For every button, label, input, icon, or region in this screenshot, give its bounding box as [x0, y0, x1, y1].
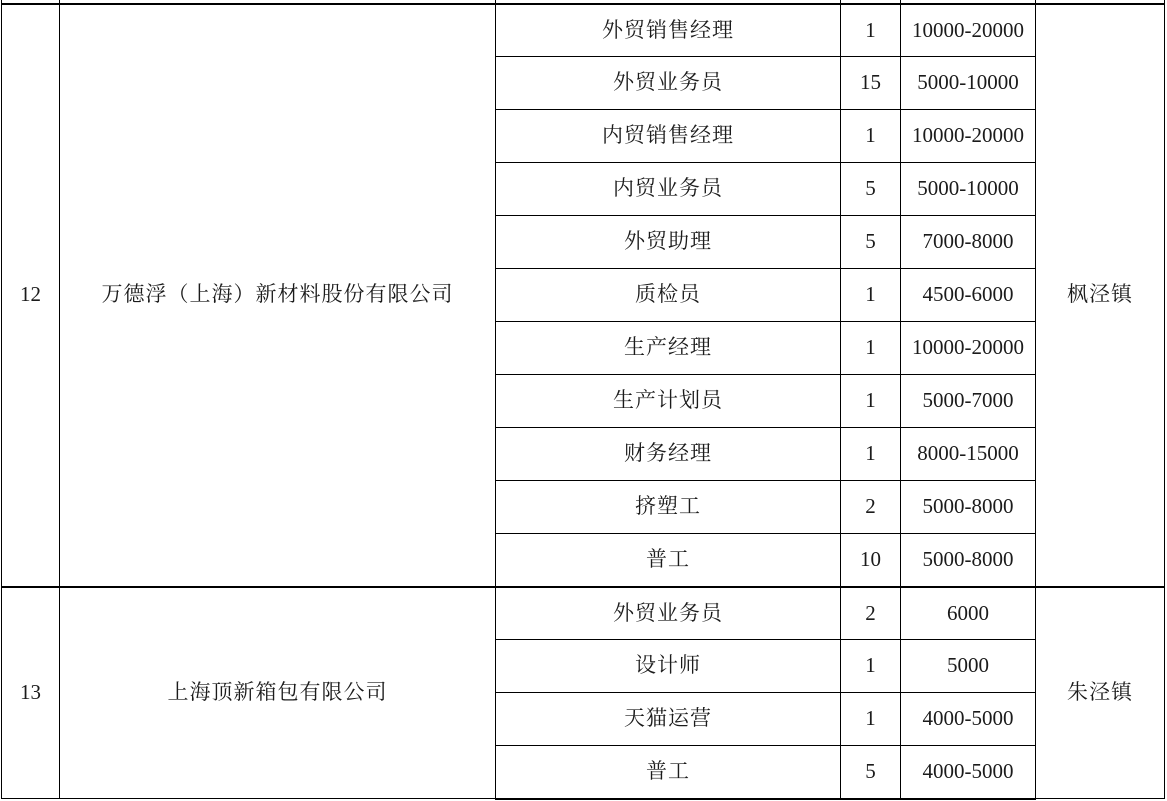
salary-cell: 10000-20000	[901, 4, 1036, 57]
headcount-cell: 5	[841, 746, 901, 799]
headcount-cell: 1	[841, 375, 901, 428]
salary-cell: 10000-20000	[901, 322, 1036, 375]
headcount-cell: 1	[841, 269, 901, 322]
job-title-cell: 普工	[496, 534, 841, 587]
headcount-cell: 1	[841, 693, 901, 746]
salary-cell: 4000-5000	[901, 746, 1036, 799]
headcount-cell: 2	[841, 587, 901, 640]
salary-cell: 5000-8000	[901, 481, 1036, 534]
town-cell: 朱泾镇	[1036, 587, 1165, 799]
headcount-cell: 1	[841, 110, 901, 163]
town-cell: 枫泾镇	[1036, 4, 1165, 587]
job-title-cell: 生产计划员	[496, 375, 841, 428]
job-title-cell: 内贸业务员	[496, 163, 841, 216]
salary-cell: 5000-10000	[901, 57, 1036, 110]
headcount-cell: 5	[841, 216, 901, 269]
headcount-cell: 10	[841, 534, 901, 587]
salary-cell: 5000	[901, 640, 1036, 693]
serial-cell: 13	[2, 587, 60, 799]
headcount-cell: 1	[841, 428, 901, 481]
job-title-cell: 外贸业务员	[496, 587, 841, 640]
headcount-cell: 2	[841, 481, 901, 534]
salary-cell: 4000-5000	[901, 693, 1036, 746]
job-title-cell: 外贸销售经理	[496, 4, 841, 57]
job-title-cell: 外贸助理	[496, 216, 841, 269]
job-title-cell: 天猫运营	[496, 693, 841, 746]
job-row	[2, 4, 1165, 57]
job-title-cell: 内贸销售经理	[496, 110, 841, 163]
headcount-cell: 5	[841, 163, 901, 216]
job-title-cell: 财务经理	[496, 428, 841, 481]
salary-cell: 7000-8000	[901, 216, 1036, 269]
salary-cell: 5000-10000	[901, 163, 1036, 216]
job-title-cell: 生产经理	[496, 322, 841, 375]
headcount-cell: 15	[841, 57, 901, 110]
serial-cell: 12	[2, 4, 60, 587]
job-title-cell: 外贸业务员	[496, 57, 841, 110]
job-title-cell: 设计师	[496, 640, 841, 693]
salary-cell: 5000-7000	[901, 375, 1036, 428]
headcount-cell: 1	[841, 640, 901, 693]
job-title-cell: 普工	[496, 746, 841, 799]
salary-cell: 4500-6000	[901, 269, 1036, 322]
job-listings-table	[1, 0, 1165, 800]
company-cell: 万德浮（上海）新材料股份有限公司	[60, 4, 496, 587]
headcount-cell: 1	[841, 322, 901, 375]
salary-cell: 8000-15000	[901, 428, 1036, 481]
salary-cell: 5000-8000	[901, 534, 1036, 587]
job-title-cell: 质检员	[496, 269, 841, 322]
job-row	[2, 587, 1165, 640]
company-cell: 上海顶新箱包有限公司	[60, 587, 496, 799]
salary-cell: 10000-20000	[901, 110, 1036, 163]
headcount-cell: 1	[841, 4, 901, 57]
job-title-cell: 挤塑工	[496, 481, 841, 534]
salary-cell: 6000	[901, 587, 1036, 640]
